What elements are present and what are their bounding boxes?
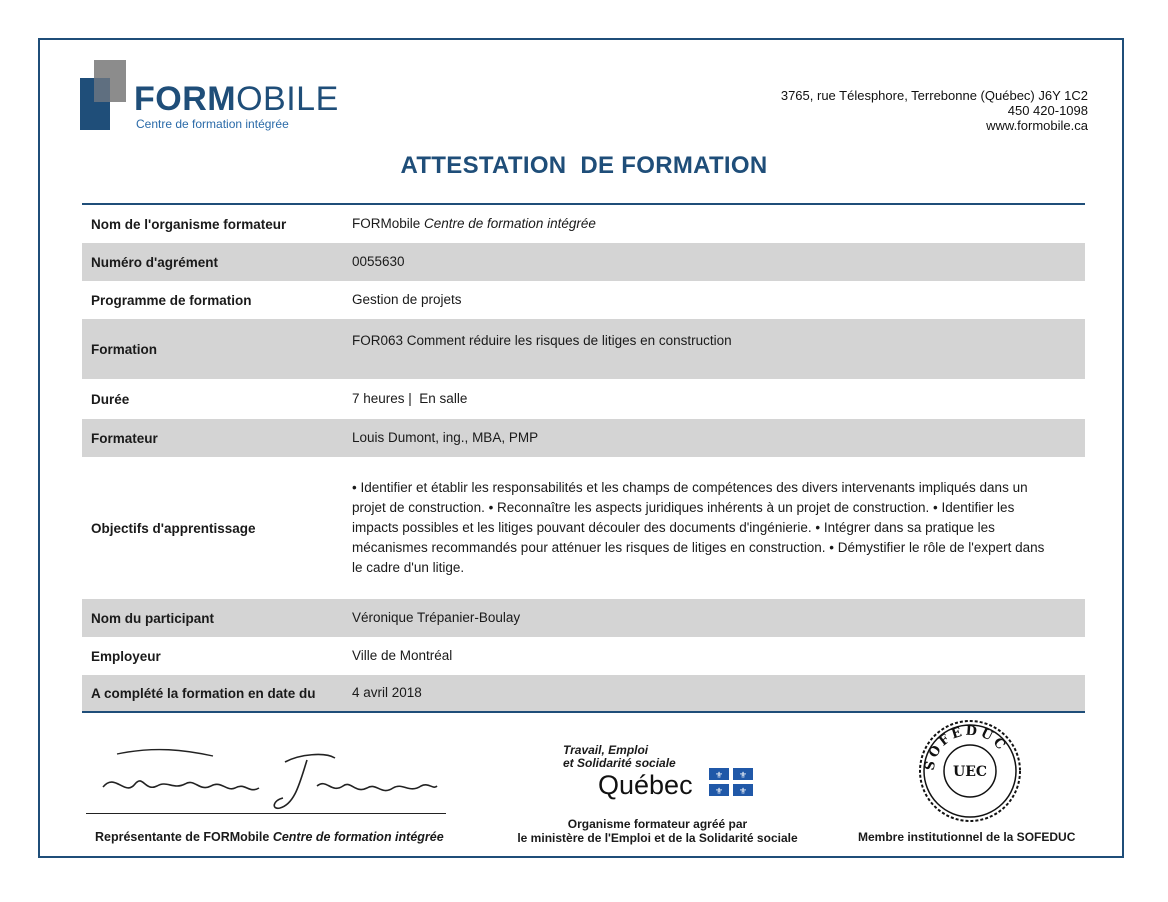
row-label: A complété la formation en date du — [91, 685, 316, 701]
table-row — [82, 675, 1085, 711]
row-value: 7 heures | En salle — [352, 391, 468, 406]
row-value: 0055630 — [352, 254, 405, 269]
svg-text:⚜: ⚜ — [714, 771, 724, 781]
row-value: FORMobile Centre de formation intégrée — [352, 216, 596, 231]
table-row — [82, 599, 1085, 637]
svg-text:⚜: ⚜ — [714, 787, 724, 796]
row-label: Formation — [91, 341, 157, 357]
row-value: Véronique Trépanier-Boulay — [352, 610, 521, 625]
quebec-wordmark: Québec — [598, 770, 693, 800]
row-label: Durée — [91, 391, 130, 407]
seal-center-text: UEC — [952, 764, 988, 780]
row-label: Nom du participant — [91, 610, 215, 626]
row-label: Objectifs d'apprentissage — [91, 520, 256, 536]
logo-subtitle: Centre de formation intégrée — [136, 117, 289, 131]
table-row — [82, 379, 1085, 419]
address-street: 3765, rue Télesphore, Terrebonne (Québec) J6Y 1C2 — [780, 88, 1088, 103]
quebec-caption: Organisme formateur agréé par le ministère de l'Emploi et de la Solidarité sociale — [517, 817, 798, 845]
signature-line — [86, 813, 446, 814]
row-label: Numéro d'agrément — [91, 254, 218, 270]
table-row — [82, 419, 1085, 457]
quebec-ministry-name: Travail, Emploi et Solidarité sociale — [563, 743, 676, 770]
sofeduc-caption: Membre institutionnel de la SOFEDUC — [858, 830, 1076, 844]
row-label: Formateur — [91, 430, 158, 446]
seal-ring-text: SOFEDUC — [922, 723, 1010, 772]
row-value: Louis Dumont, ing., MBA, PMP — [352, 430, 539, 445]
address-phone: 450 420-1098 — [1007, 103, 1088, 118]
row-value: Gestion de projets — [352, 292, 462, 307]
table-row — [82, 281, 1085, 319]
address-block — [781, 88, 1088, 133]
row-label: Nom de l'organisme formateur — [91, 216, 287, 232]
row-label: Employeur — [91, 648, 161, 664]
page-title: ATTESTATION DE FORMATION — [400, 152, 768, 179]
row-value: • Identifier et établir les responsabilités et les champs de compétences des divers intervenants impliqués dans un projet de construction. • Reconnaître les aspects juridiques inhérents à un projet de construction. • Identifier les impacts possibles et les litiges pouvant découler des documents d'ingénierie. • Intégrer dans sa pratique les mécanismes recommandés pour atténuer les risques de litiges en construction. • Démystifier le rôle de l'expert dans le cadre d'un litige. — [352, 480, 1045, 575]
row-value: 4 avril 2018 — [352, 685, 422, 700]
info-table — [82, 203, 1085, 713]
table-row — [82, 243, 1085, 281]
address-website: www.formobile.ca — [986, 118, 1088, 133]
handwritten-signature-icon — [95, 742, 440, 812]
sofeduc-seal-icon — [917, 718, 1023, 824]
row-value: FOR063 Comment réduire les risques de litiges en construction — [352, 333, 732, 348]
svg-text:⚜: ⚜ — [738, 771, 748, 781]
table-row — [82, 205, 1085, 243]
table-row — [82, 457, 1085, 599]
table-row — [82, 319, 1085, 379]
row-value: Ville de Montréal — [352, 648, 453, 663]
table-row — [82, 637, 1085, 675]
row-label: Programme de formation — [91, 292, 252, 308]
logo-wordmark: FORMOBILE — [134, 80, 339, 118]
signature-caption: Représentante de FORMobile Centre de formation intégrée — [95, 830, 444, 844]
quebec-flag-icon — [709, 768, 753, 796]
svg-text:⚜: ⚜ — [738, 787, 748, 796]
